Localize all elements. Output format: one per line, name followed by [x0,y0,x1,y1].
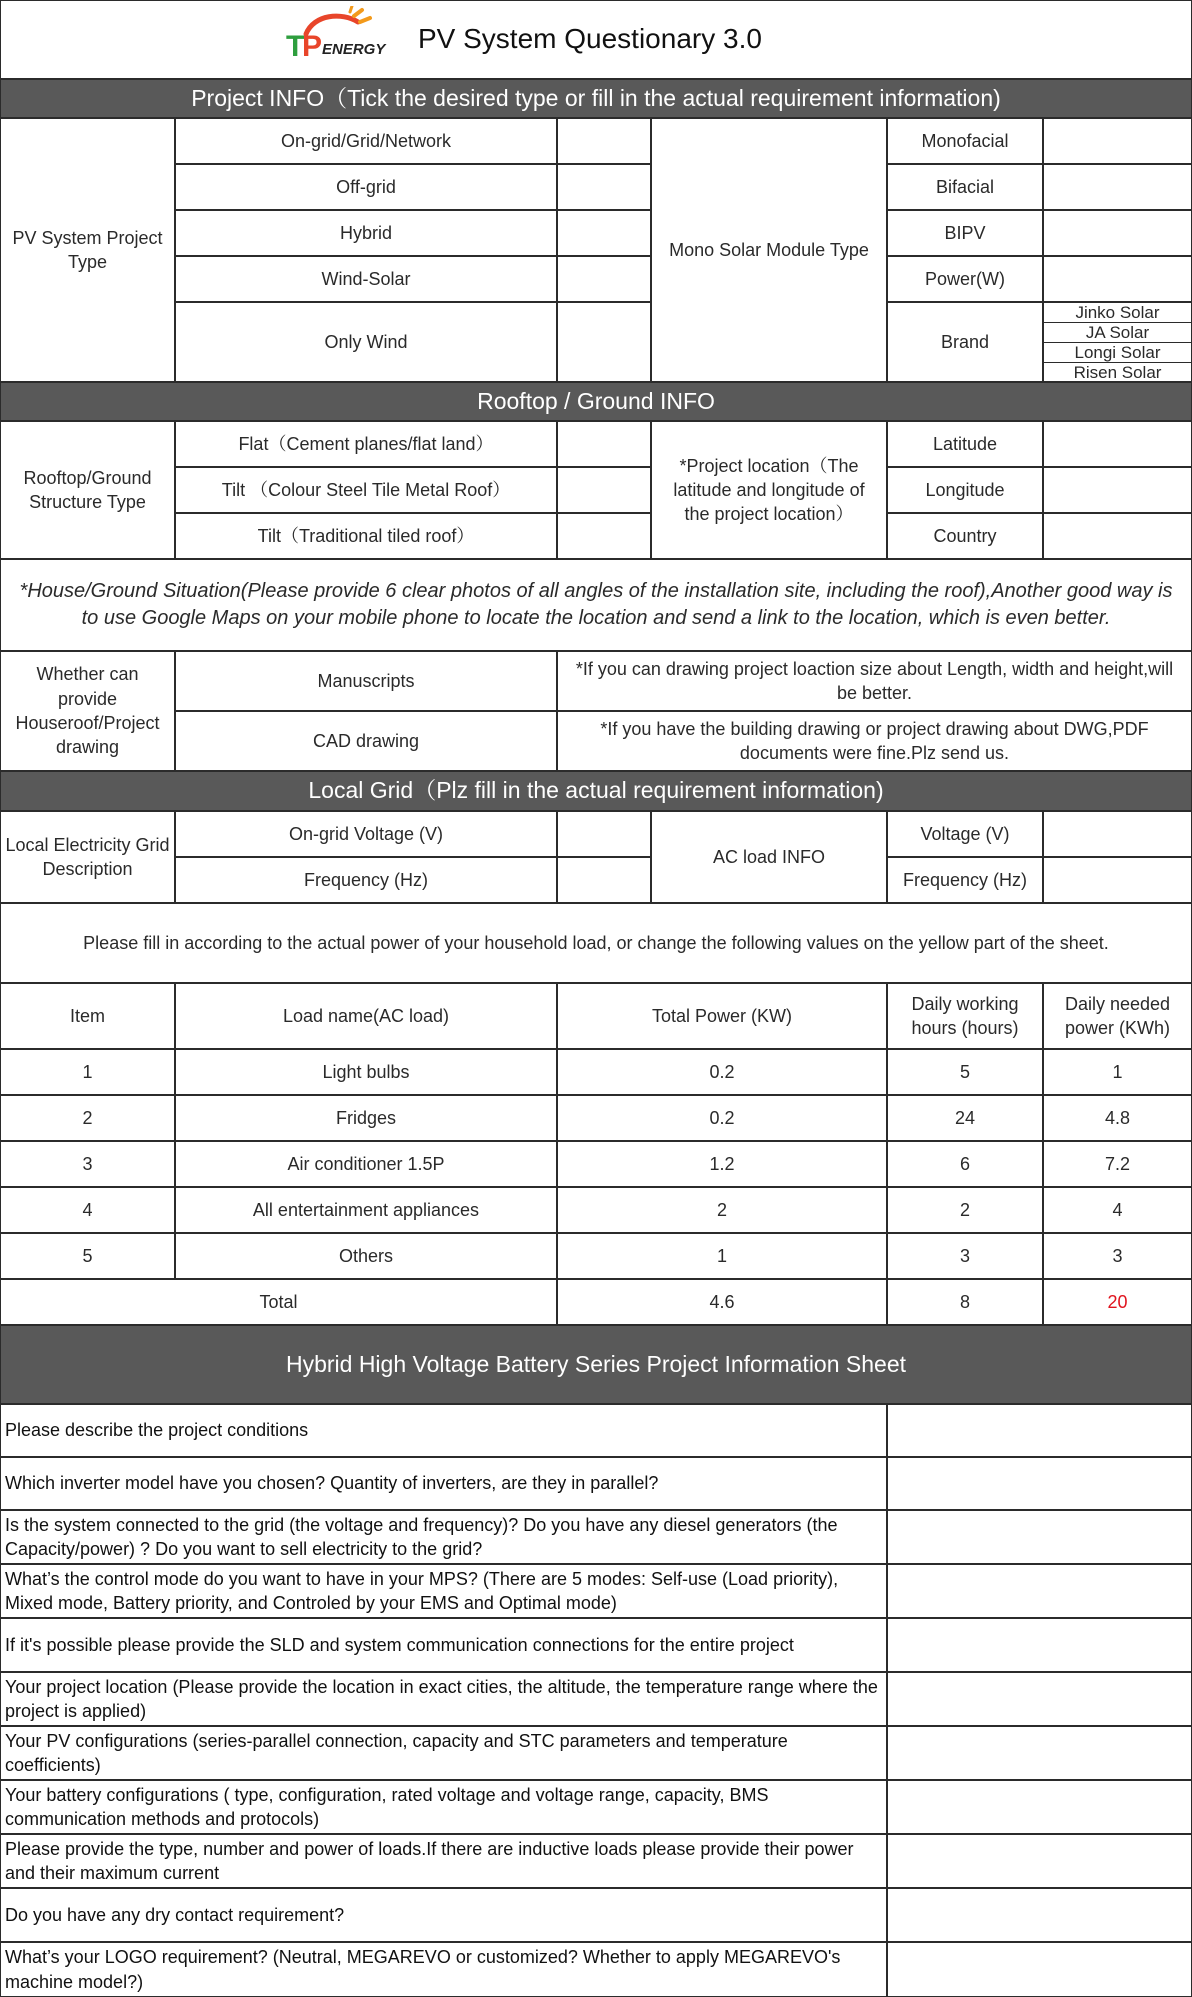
load-cell-name: Light bulbs [175,1049,557,1095]
load-cell-hours[interactable]: 24 [887,1095,1043,1141]
load-cell-power[interactable]: 1 [557,1233,887,1279]
ac-field-voltage: Voltage (V) [887,811,1043,857]
type-option-wind-solar: Wind-Solar [175,256,557,302]
type-checkbox-wind-solar[interactable] [557,256,651,302]
load-cell-item: 4 [0,1187,175,1233]
module-option-brand: Brand [887,302,1043,382]
load-cell-hours[interactable]: 6 [887,1141,1043,1187]
svg-text:T: T [286,30,305,63]
module-option-monofacial: Monofacial [887,118,1043,164]
type-checkbox-off-grid[interactable] [557,164,651,210]
structure-check-tiled[interactable] [557,513,651,559]
type-checkbox-only-wind[interactable] [557,302,651,382]
module-check-bipv[interactable] [1043,210,1192,256]
location-field-longitude: Longitude [887,467,1043,513]
answer-project-conditions[interactable] [887,1404,1192,1457]
grid-field-frequency: Frequency (Hz) [175,857,557,903]
load-cell-energy: 7.2 [1043,1141,1192,1187]
question-inverter-model: Which inverter model have you chosen? Quantity of inverters, are they in parallel? [0,1457,887,1510]
load-note: Please fill in according to the actual power of your household load, or change the following values on the yellow part of the sheet. [0,903,1192,983]
longitude-input[interactable] [1043,467,1192,513]
tp-energy-logo [284,6,394,66]
load-cell-hours[interactable]: 5 [887,1049,1043,1095]
brand-option-ja[interactable]: JA Solar [1043,322,1192,342]
load-cell-energy: 3 [1043,1233,1192,1279]
local-grid-band: Local Grid（Plz fill in the actual requirement information) [0,771,1192,811]
type-option-on-grid: On-grid/Grid/Network [175,118,557,164]
question-logo: What’s your LOGO requirement? (Neutral, MEGAREVO or customized? Whether to apply MEGAREVO's machine model?) [0,1942,887,1997]
load-cell-energy: 4.8 [1043,1095,1192,1141]
situation-note: *House/Ground Situation(Please provide 6 clear photos of all angles of the installation site, including the roof),Another good way is to use Google Maps on your mobile phone to locate the location and send a link to the location, which is even better. [0,559,1192,651]
load-cell-item: 3 [0,1141,175,1187]
load-cell-name: Fridges [175,1095,557,1141]
page-title: PV System Questionary 3.0 [418,23,762,54]
module-type-label: Mono Solar Module Type [651,118,887,382]
country-input[interactable] [1043,513,1192,559]
type-option-only-wind: Only Wind [175,302,557,382]
load-cell-energy: 4 [1043,1187,1192,1233]
latitude-input[interactable] [1043,421,1192,467]
structure-option-steel: Tilt （Colour Steel Tile Metal Roof） [175,467,557,513]
answer-grid-connection[interactable] [887,1510,1192,1564]
structure-check-flat[interactable] [557,421,651,467]
svg-text:P: P [302,30,323,63]
load-cell-name: Others [175,1233,557,1279]
question-loads: Please provide the type, number and power of loads.If there are inductive loads please provide their power and their maximum current [0,1834,887,1888]
brand-option-risen[interactable]: Risen Solar [1043,362,1192,382]
load-cell-energy: 1 [1043,1049,1192,1095]
type-option-off-grid: Off-grid [175,164,557,210]
load-cell-name: All entertainment appliances [175,1187,557,1233]
module-option-bifacial: Bifacial [887,164,1043,210]
load-total-label: Total [0,1279,557,1325]
answer-logo[interactable] [887,1942,1192,1997]
load-cell-item: 5 [0,1233,175,1279]
question-project-location: Your project location (Please provide the location in exact cities, the altitude, the temperature range where the project is applied) [0,1672,887,1726]
drawing-note-cad: *If you have the building drawing or project drawing about DWG,PDF documents were fine.Plz send us. [557,711,1192,771]
module-check-bifacial[interactable] [1043,164,1192,210]
type-checkbox-hybrid[interactable] [557,210,651,256]
project-type-label: PV System Project Type [0,118,175,382]
load-total-power: 4.6 [557,1279,887,1325]
answer-dry-contact[interactable] [887,1888,1192,1942]
load-cell-hours[interactable]: 3 [887,1233,1043,1279]
ac-load-label: AC load INFO [651,811,887,903]
question-sld: If it's possible please provide the SLD and system communication connections for the entire project [0,1618,887,1672]
answer-sld[interactable] [887,1618,1192,1672]
location-field-country: Country [887,513,1043,559]
type-checkbox-on-grid[interactable] [557,118,651,164]
module-field-power[interactable] [1043,256,1192,302]
structure-option-tiled: Tilt（Traditional tiled roof） [175,513,557,559]
ac-voltage-input[interactable] [1043,811,1192,857]
answer-loads[interactable] [887,1834,1192,1888]
location-label: *Project location（The latitude and longitude of the project location） [651,421,887,559]
drawing-label: Whether can provide Houseroof/Project drawing [0,651,175,771]
load-cell-name: Air conditioner 1.5P [175,1141,557,1187]
drawing-note-manuscripts: *If you can drawing project loaction size about Length, width and height,will be better. [557,651,1192,711]
structure-label: Rooftop/Ground Structure Type [0,421,175,559]
brand-option-longi[interactable]: Longi Solar [1043,342,1192,362]
module-check-monofacial[interactable] [1043,118,1192,164]
load-total-hours: 8 [887,1279,1043,1325]
module-option-bipv: BIPV [887,210,1043,256]
answer-project-location[interactable] [887,1672,1192,1726]
grid-frequency-input[interactable] [557,857,651,903]
load-header-name: Load name(AC load) [175,983,557,1049]
load-cell-item: 2 [0,1095,175,1141]
ac-field-frequency: Frequency (Hz) [887,857,1043,903]
load-header-item: Item [0,983,175,1049]
load-total-energy: 20 [1043,1279,1192,1325]
type-option-hybrid: Hybrid [175,210,557,256]
answer-battery-configurations[interactable] [887,1780,1192,1834]
load-cell-item: 1 [0,1049,175,1095]
module-option-power: Power(W) [887,256,1043,302]
load-cell-power[interactable]: 0.2 [557,1049,887,1095]
load-header-power: Total Power (KW) [557,983,887,1049]
question-dry-contact: Do you have any dry contact requirement? [0,1888,887,1942]
structure-check-steel[interactable] [557,467,651,513]
answer-inverter-model[interactable] [887,1457,1192,1510]
load-header-hours: Daily working hours (hours) [887,983,1043,1049]
structure-option-flat: Flat（Cement planes/flat land） [175,421,557,467]
load-cell-power[interactable]: 0.2 [557,1095,887,1141]
question-project-conditions: Please describe the project conditions [0,1404,887,1457]
grid-voltage-input[interactable] [557,811,651,857]
question-battery-configurations: Your battery configurations ( type, configuration, rated voltage and voltage range, capacity, BMS communication methods and protocols) [0,1780,887,1834]
load-header-energy: Daily needed power (KWh) [1043,983,1192,1049]
project-info-band: Project INFO（Tick the desired type or fill in the actual requirement information) [0,79,1192,118]
drawing-option-cad: CAD drawing [175,711,557,771]
question-control-mode: What’s the control mode do you want to have in your MPS? (There are 5 modes: Self-use (Load priority), Mixed mode, Battery priority, and Controled by your EMS and Optimal mode) [0,1564,887,1618]
question-grid-connection: Is the system connected to the grid (the voltage and frequency)? Do you have any diesel generators (the Capacity/power) ? Do you want to sell electricity to the grid? [0,1510,887,1564]
answer-control-mode[interactable] [887,1564,1192,1618]
answer-pv-configurations[interactable] [887,1726,1192,1780]
svg-text:ENERGY: ENERGY [322,41,386,58]
ac-frequency-input[interactable] [1043,857,1192,903]
battery-band: Hybrid High Voltage Battery Series Project Information Sheet [0,1325,1192,1404]
question-pv-configurations: Your PV configurations (series-parallel connection, capacity and STC parameters and temperature coefficients) [0,1726,887,1780]
load-cell-power[interactable]: 2 [557,1187,887,1233]
location-field-latitude: Latitude [887,421,1043,467]
drawing-option-manuscripts: Manuscripts [175,651,557,711]
grid-field-voltage: On-grid Voltage (V) [175,811,557,857]
load-cell-hours[interactable]: 2 [887,1187,1043,1233]
grid-label: Local Electricity Grid Description [0,811,175,903]
brand-option-jinko[interactable]: Jinko Solar [1043,302,1192,322]
rooftop-band: Rooftop / Ground INFO [0,382,1192,421]
load-cell-power[interactable]: 1.2 [557,1141,887,1187]
